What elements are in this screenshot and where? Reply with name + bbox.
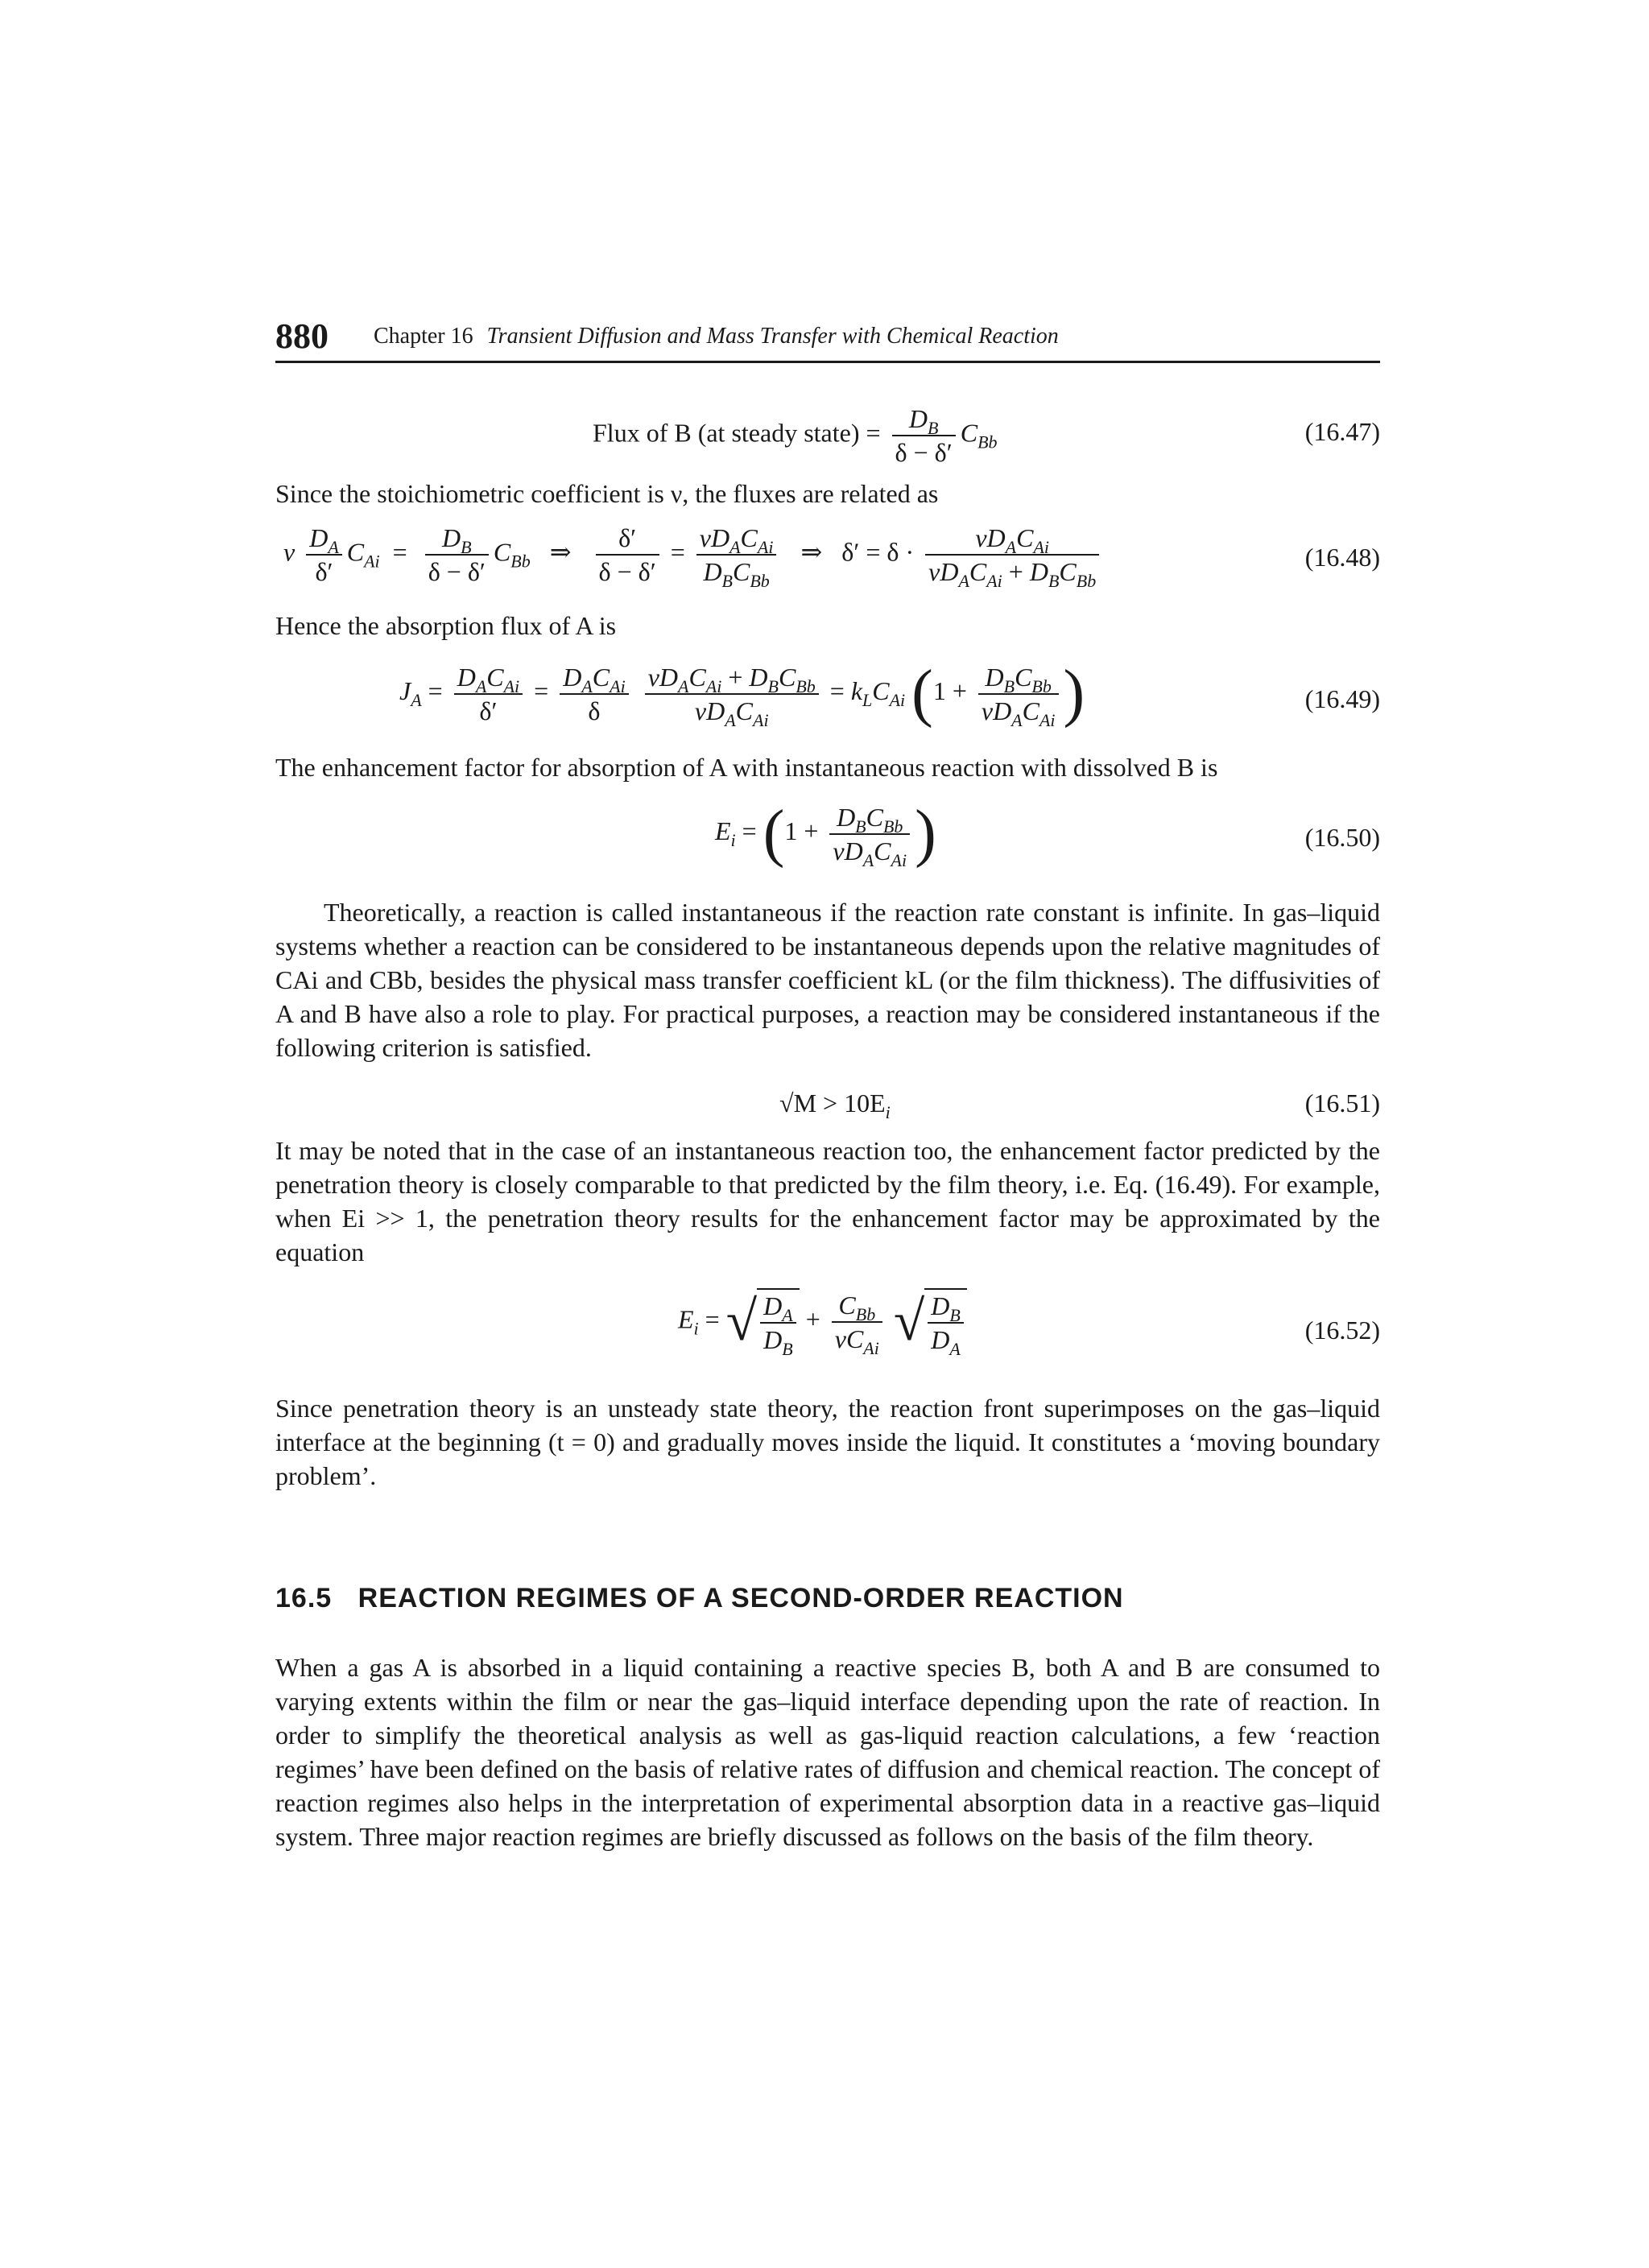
- eq-16-47-label: Flux of B (at steady state) =: [593, 418, 881, 448]
- equation-16-50: $E_i = (1$ + $\frac{D_BC_{Bb}}{\nu D_AC_{Ai}}$ ) (16.50): [715, 798, 1380, 870]
- chapter-title: Transient Diffusion and Mass Transfer with Chemical Reaction: [486, 324, 1059, 349]
- paragraph: Since penetration theory is an unsteady state theory, the reaction front superimposes on the gas–liquid interface at the beginning (t = 0) and gradually moves inside the liquid. It constitutes a ‘moving boundary problem’.: [275, 1394, 1380, 1490]
- paragraph: The enhancement factor for absorption of A with instantaneous reaction with dissolved B is: [275, 753, 1218, 782]
- paragraph: Since the stoichiometric coefficient is ν, the fluxes are related as: [275, 479, 939, 508]
- equation-number: (16.48): [1304, 543, 1380, 572]
- equation-16-48: ν $\frac{D_A}{\delta'}$ $C_{Ai}$ = $\frac{D_B}{\delta - \delta'}$ $C_{Bb}$ ⇒ $\frac{\delta'}{\delta - \delta'}$ = $\frac{\nu D_AC_{Ai}}{D_BC_{Bb}}$ ⇒ δ′ = δ · $\frac{\nu D_AC_{Ai}}{\nu D_AC_{Ai} + D_BC_{Bb}}$ (16.48): [283, 523, 1380, 591]
- equation-number: (16.49): [1304, 684, 1380, 713]
- running-header: [275, 316, 1380, 363]
- equation-number: (16.50): [1304, 823, 1380, 852]
- equation-16-51: $√M > 10E_i$ (16.51): [779, 1089, 1380, 1122]
- equation-number: (16.47): [1304, 417, 1380, 446]
- fraction: $\frac{D_B}{\delta - \delta'}$: [892, 403, 956, 469]
- equation-16-47: Flux of B (at steady state) = $\frac{D_B}{\delta - \delta'}$ $C_{Bb}$ (16.47): [593, 404, 1380, 467]
- equation-16-49: $J_A$ = $\frac{D_AC_{Ai}}{\delta'}$ = $\frac{D_AC_{Ai}}{\delta}$ $\frac{\nu D_AC_{Ai} + D_BC_{Bb}}{\nu D_AC_{Ai}}$ = $k_LC_{Ai}$ (1 + $\frac{D_BC_{Bb}}{\nu D_AC_{Ai}}$ ) (16.49): [399, 658, 1380, 730]
- paragraph: When a gas A is absorbed in a liquid containing a reactive species B, both A and B are consumed to varying extents within the film or near the gas–liquid interface depending upon the rate of reaction. In order to simplify the theoretical analysis as well as gas-liquid reaction calculations, a few ‘reaction regimes’ have been defined on the basis of relative rates of diffusion and chemical reaction. The concept of reaction regimes also helps in the interpretation of experimental absorption data in a reactive gas–liquid system. Three major reaction regimes are briefly discussed as follows on the basis of the film theory.: [275, 1653, 1380, 1851]
- section-heading: [275, 1583, 1124, 1614]
- equation-number: (16.52): [1304, 1316, 1380, 1345]
- chapter-heading: [374, 324, 1059, 349]
- chapter-label: Chapter 16: [374, 324, 473, 349]
- eq-16-51-text: √M > 10E: [779, 1089, 886, 1117]
- equation-16-52: $E_i$ = √ $\frac{D_A}{D_B}$ + $\frac{C_{Bb}}{\nu C_{Ai}}$ √ $\frac{D_B}{D_A}$ (16.52): [275, 1288, 1380, 1377]
- paragraph: Hence the absorption flux of A is: [275, 611, 617, 640]
- page-number: 880: [275, 316, 329, 356]
- paragraph: Theoretically, a reaction is called instantaneous if the reaction rate constant is infinite. In gas–liquid systems whether a reaction can be considered to be instantaneous depends upon the relative magnitudes of CAi and CBb, besides the physical mass transfer coefficient kL (or the film thickness). The diffusivities of A and B have also a role to play. For practical purposes, a reaction may be considered instantaneous if the following criterion is satisfied.: [275, 898, 1380, 1062]
- paragraph: It may be noted that in the case of an instantaneous reaction too, the enhancement factor predicted by the penetration theory is closely comparable to that predicted by the film theory, i.e. Eq. (16.49). For example, when Ei >> 1, the penetration theory results for the enhancement factor may be approximated by the equation: [275, 1136, 1380, 1266]
- section-title: REACTION REGIMES OF A SECOND-ORDER REACTION: [357, 1583, 1124, 1613]
- equation-number: (16.51): [1304, 1089, 1380, 1117]
- section-number: 16.5: [275, 1583, 333, 1613]
